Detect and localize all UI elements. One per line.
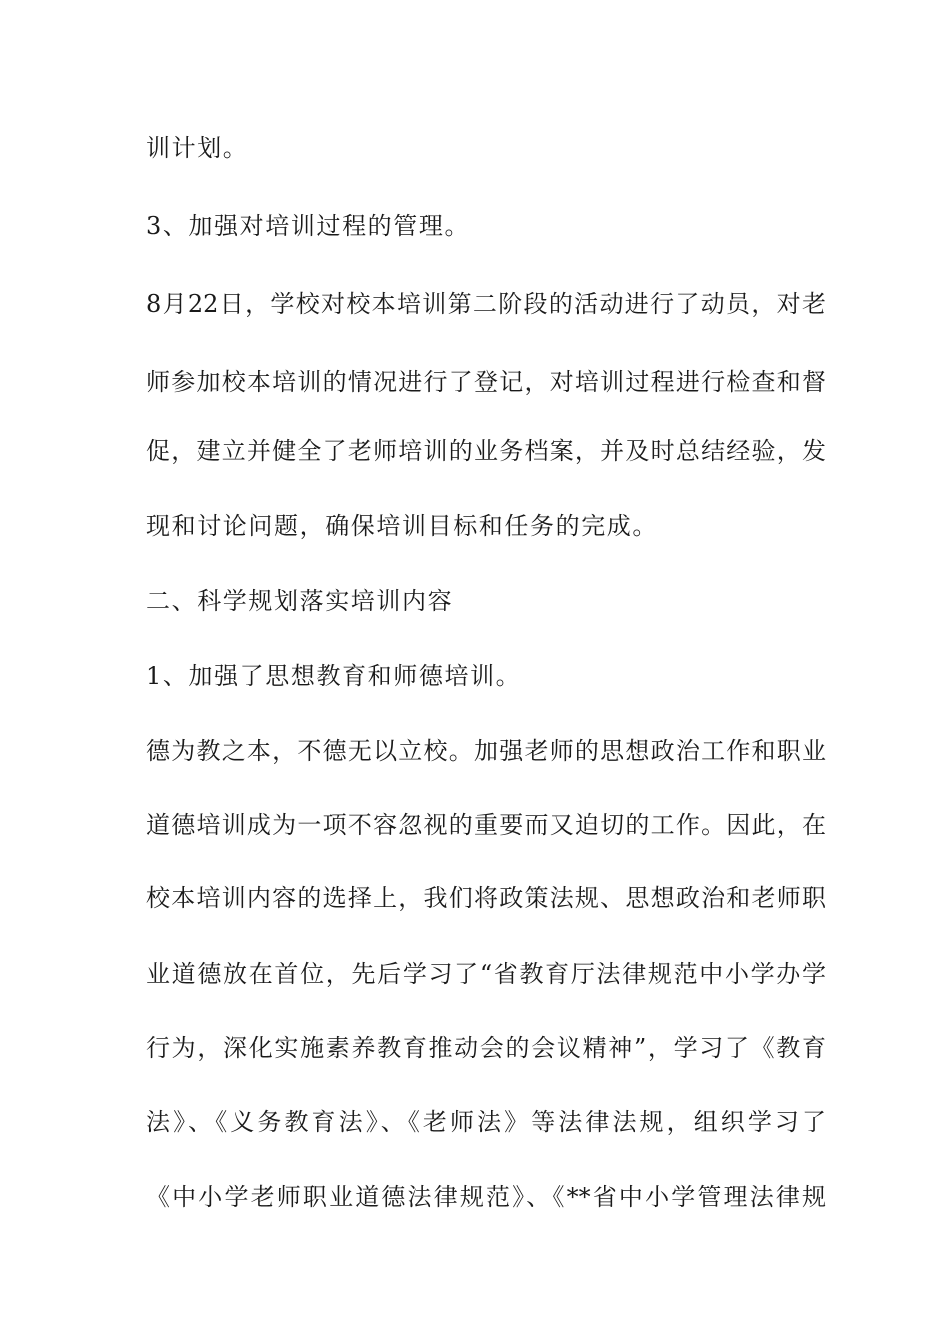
text-line: 行为，深化实施素养教育推动会的会议精神”，学习了《教育 [146,1034,826,1062]
section-heading: 二、科学规划落实培训内容 [146,587,454,615]
text-line: 法》、《义务教育法》、《老师法》等法律法规，组织学习了 [146,1108,826,1136]
text-line: 《中小学老师职业道德法律规范》、《**省中小学管理法律规 [146,1183,826,1211]
list-item-heading: 3、加强对培训过程的管理。 [146,212,471,240]
list-item-heading: 1、加强了思想教育和师德培训。 [146,662,522,690]
text-line: 道德培训成为一项不容忽视的重要而又迫切的工作。因此，在 [146,811,826,839]
text-line: 师参加校本培训的情况进行了登记，对培训过程进行检查和督 [146,368,826,396]
text-line: 校本培训内容的选择上，我们将政策法规、思想政治和老师职 [146,884,826,912]
text-line: 8月22日，学校对校本培训第二阶段的活动进行了动员，对老 [146,290,826,318]
text-line: 促，建立并健全了老师培训的业务档案，并及时总结经验，发 [146,437,826,465]
text-line: 训计划。 [146,134,249,162]
text-line: 业道德放在首位，先后学习了“省教育厅法律规范中小学办学 [146,960,826,988]
text-line: 德为教之本，不德无以立校。加强老师的思想政治工作和职业 [146,737,826,765]
text-line: 现和讨论问题，确保培训目标和任务的完成。 [146,512,658,540]
